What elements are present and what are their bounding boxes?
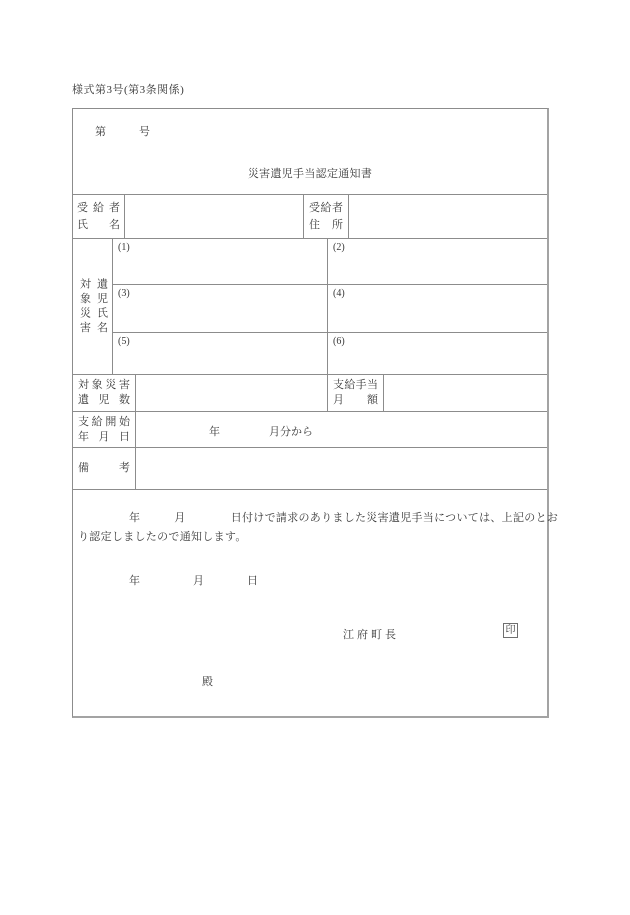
date-month-token: 月 xyxy=(193,575,204,587)
form-number-label: 様式第3号(第3条関係) xyxy=(72,84,185,96)
orphan-grid-row xyxy=(113,239,547,284)
notice-form-box xyxy=(72,108,559,718)
orphan-name-cell-1 xyxy=(113,239,328,284)
seal-mark: 印 xyxy=(503,623,518,638)
payment-start-year-token: 年 xyxy=(209,426,220,438)
orphan-name-cell-4 xyxy=(328,285,547,332)
orphan-name-cell-5 xyxy=(113,333,328,374)
orphan-name-cell-6 xyxy=(328,333,547,374)
recipient-address-field xyxy=(349,195,547,238)
notice-paragraph-line2: り認定しましたので通知します。 xyxy=(78,531,247,543)
orphan-names-vertical-label: 対象災害 遺児氏名 xyxy=(73,239,113,374)
notice-paragraph xyxy=(78,509,559,547)
doc-number: 第 号 xyxy=(95,126,150,138)
date-year-token: 年 xyxy=(129,575,140,587)
orphan-name-cell-2 xyxy=(328,239,547,284)
notice-date-line xyxy=(73,572,547,586)
addressee-suffix: 殿 xyxy=(202,676,213,688)
monthly-allowance-label: 支給手当 月額 xyxy=(328,375,384,411)
orphan-cell-number: (4) xyxy=(333,288,345,299)
orphan-count-label: 対象災害 遺児数 xyxy=(73,375,136,411)
orphan-grid-row xyxy=(113,284,547,332)
orphan-cell-number: (3) xyxy=(118,288,130,299)
recipient-name-field xyxy=(125,195,304,238)
orphan-names-section xyxy=(73,238,547,374)
doc-title: 災害遺児手当認定通知書 xyxy=(247,168,373,180)
orphan-count-field xyxy=(136,375,328,411)
orphan-cell-number: (1) xyxy=(118,242,130,253)
payment-start-row xyxy=(73,411,547,447)
orphan-cell-number: (2) xyxy=(333,242,345,253)
orphan-grid-row xyxy=(113,332,547,374)
remarks-field xyxy=(136,448,547,489)
recipient-row xyxy=(73,194,547,238)
recipient-address-label: 受給者 住所 xyxy=(304,195,349,238)
date-day-token: 日 xyxy=(247,575,258,587)
payment-start-month-token: 月分から xyxy=(269,426,313,438)
recipient-name-label: 受給者 氏名 xyxy=(73,195,125,238)
payment-start-label: 支給開始 年月日 xyxy=(73,412,136,447)
form-header-section xyxy=(73,109,547,194)
notice-paragraph-line1: 年 月 日付けで請求のありました災害遺児手当については、上記のとお xyxy=(129,512,559,524)
payment-start-field xyxy=(136,412,547,447)
orphan-cell-number: (5) xyxy=(118,336,130,347)
remarks-label: 備考 xyxy=(73,448,136,489)
monthly-allowance-field xyxy=(384,375,547,411)
orphan-names-grid xyxy=(113,239,547,374)
orphan-name-cell-3 xyxy=(113,285,328,332)
orphan-cell-number: (6) xyxy=(333,336,345,347)
count-allowance-row xyxy=(73,374,547,411)
mayor-title: 江府町長 xyxy=(343,629,399,641)
mayor-signature-line xyxy=(73,623,547,641)
notice-section xyxy=(73,489,559,716)
remarks-row xyxy=(73,447,547,489)
